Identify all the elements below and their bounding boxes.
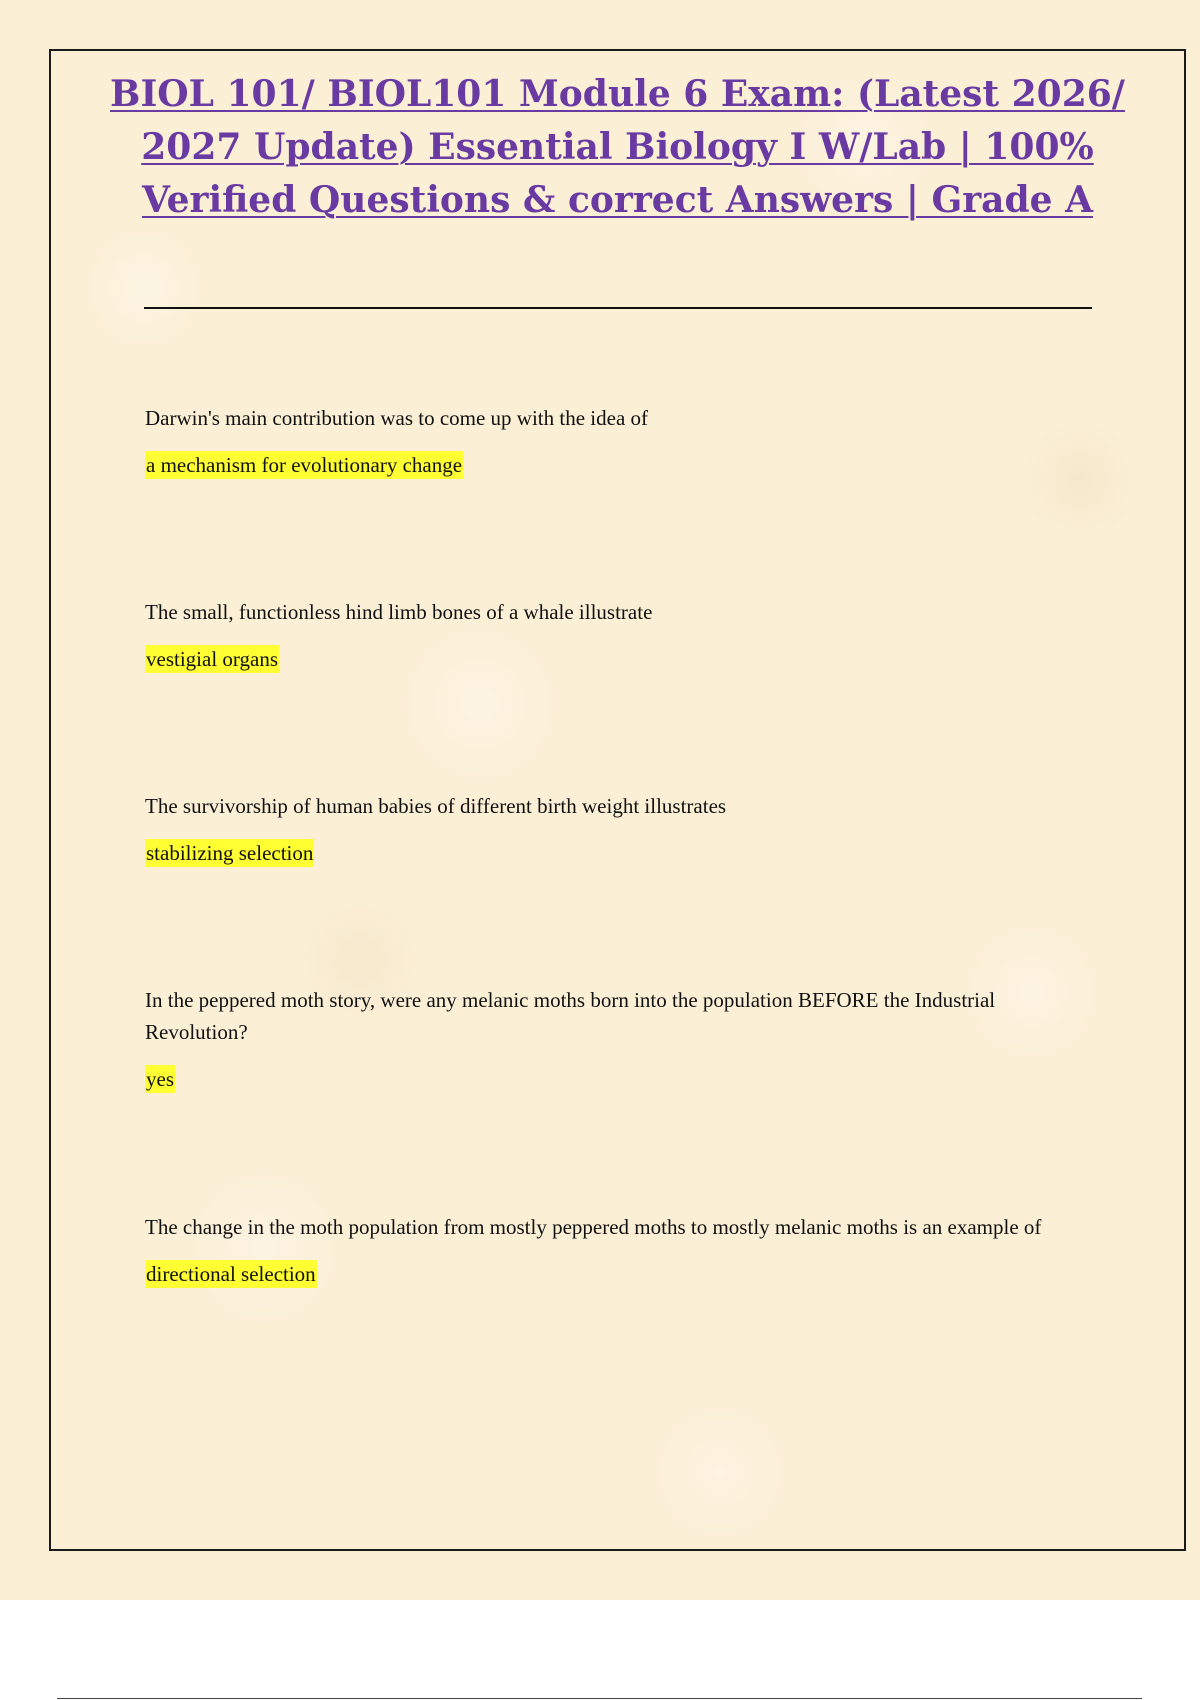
answer-text: stabilizing selection (146, 841, 314, 865)
qa-item (145, 402, 1065, 479)
document-title: BIOL 101/ BIOL101 Module 6 Exam: (Latest 2026/ 2027 Update) Essential Biology I W/Lab | 100% Verified Questions & correct Answers | Grade A (110, 73, 1125, 221)
qa-item (145, 596, 1065, 673)
answer-text: directional selection (146, 1262, 316, 1286)
answer-text: vestigial organs (146, 647, 279, 671)
question-text: Darwin's main contribution was to come up with the idea of (145, 406, 649, 430)
title-divider (144, 307, 1092, 309)
question-text: The small, functionless hind limb bones of a whale illustrate (145, 600, 653, 624)
answer-text: a mechanism for evolutionary change (146, 453, 463, 477)
question-text: The survivorship of human babies of different birth weight illustrates (145, 794, 727, 818)
qa-item (145, 984, 1065, 1093)
footer-divider (57, 1698, 1142, 1699)
question-text: The change in the moth population from mostly peppered moths to mostly melanic moths is an example of (145, 1215, 1042, 1239)
qa-item (145, 1211, 1065, 1288)
answer-text: yes (146, 1067, 174, 1091)
question-text: In the peppered moth story, were any melanic moths born into the population BEFORE the Industrial Revolution? (145, 988, 996, 1044)
qa-item (145, 790, 1065, 867)
